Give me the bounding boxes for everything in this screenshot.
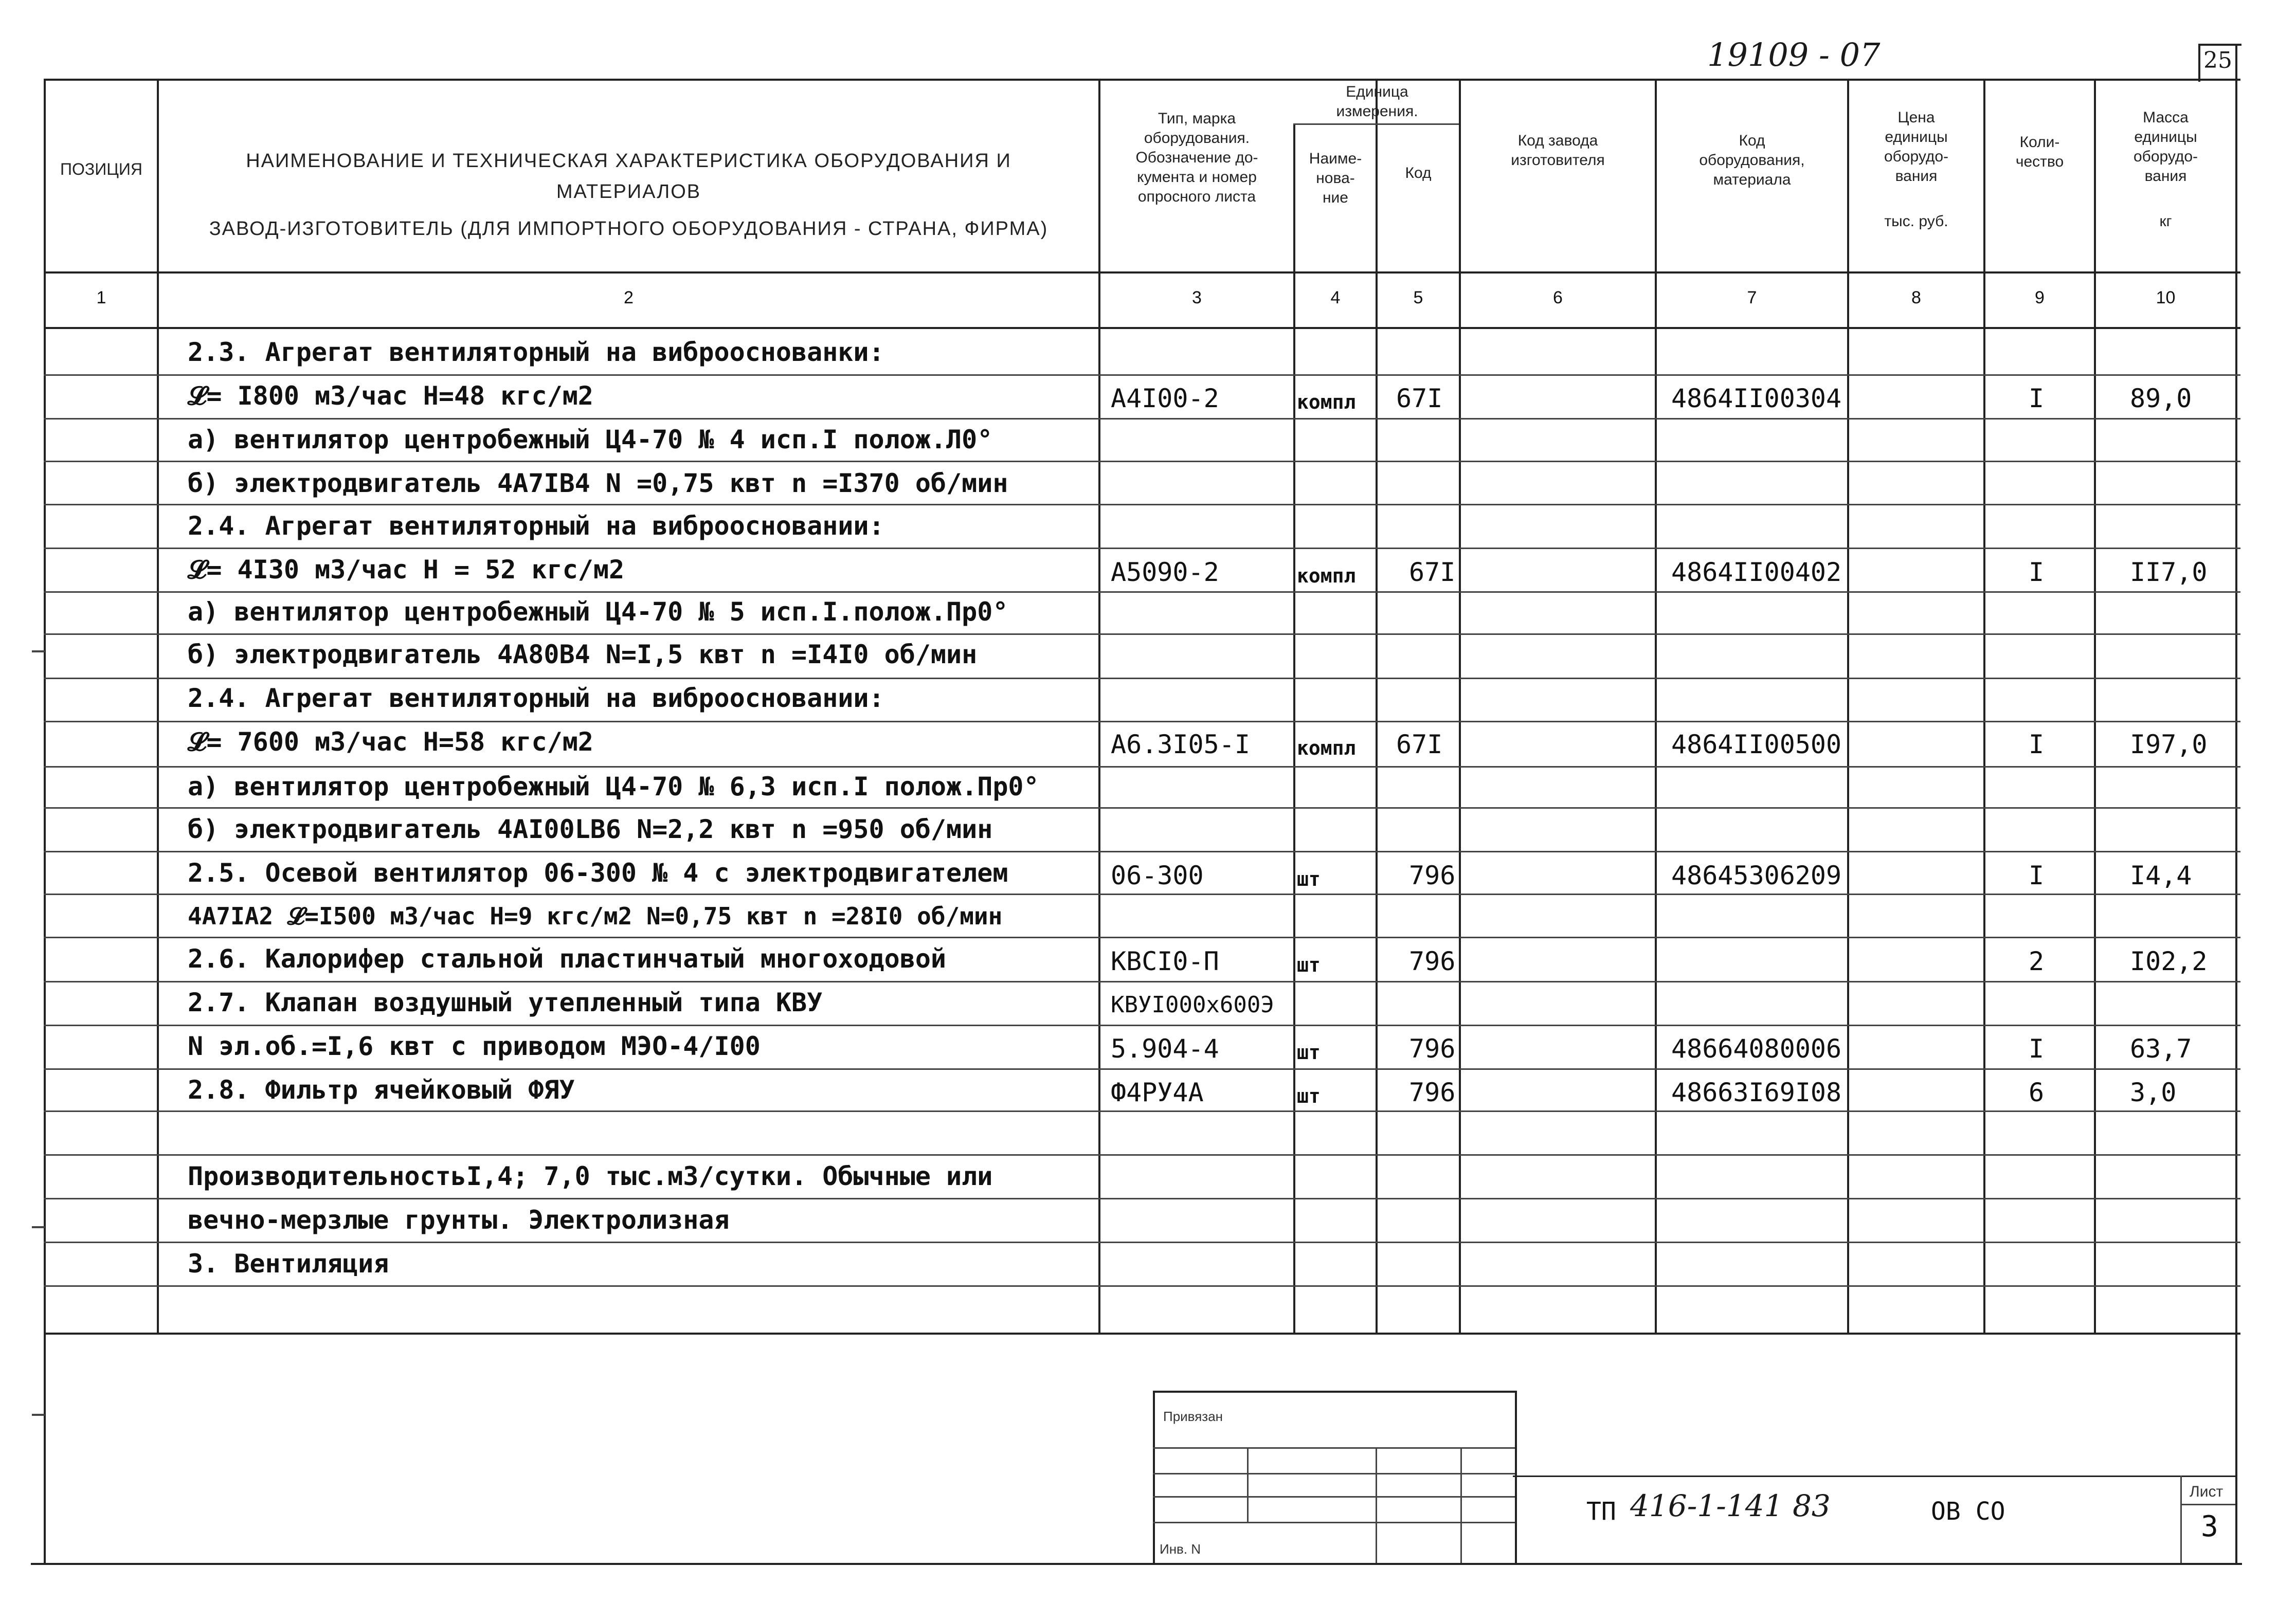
row-code: 796: [1409, 861, 1456, 890]
column-number: 2: [624, 288, 634, 307]
column-number: 9: [2035, 288, 2045, 307]
row-mass: I4,4: [2130, 861, 2192, 890]
row-type: А4I00-2: [1111, 384, 1219, 413]
row-mass: 89,0: [2130, 384, 2192, 413]
header-price-l5: тыс. руб.: [1884, 213, 1948, 230]
header-factory-l1: Код завода: [1517, 132, 1598, 149]
row-name: б) электродвигатель 4А7IВ4 N =0,75 квт n =I370 об/мин: [188, 468, 1008, 498]
header-position: ПОЗИЦИЯ: [60, 160, 142, 178]
row-type: А5090-2: [1111, 557, 1219, 587]
header-unit-name-l3: ние: [1322, 189, 1348, 206]
header-unit-l2: измерения.: [1336, 103, 1418, 120]
row-name: 2.4. Агрегат вентиляторный на виброосновании:: [188, 511, 884, 541]
row-code: 67I: [1396, 384, 1443, 413]
row-type: Ф4РУ4А: [1111, 1078, 1204, 1107]
stamp-list-label: Лист: [2190, 1483, 2223, 1500]
header-type-l1: Тип, марка: [1158, 110, 1236, 127]
header-type-l2: оборудования.: [1144, 130, 1250, 147]
row-unit: шт: [1297, 1041, 1321, 1064]
stamp-privyazan-label: Привязан: [1163, 1409, 1223, 1424]
row-name: 2.3. Агрегат вентиляторный на виброоснованки:: [188, 337, 884, 367]
row-code: 796: [1409, 1034, 1456, 1064]
header-price-l1: Цена: [1897, 109, 1935, 126]
row-equip: 48663I69I08: [1671, 1078, 1842, 1107]
header-mass-l1: Масса: [2143, 109, 2189, 126]
header-price-l4: вания: [1895, 168, 1938, 185]
row-qty: I: [2029, 1034, 2045, 1064]
row-name: 2.8. Фильтр ячейковый ФЯУ: [188, 1075, 575, 1105]
row-mass: II7,0: [2130, 557, 2208, 587]
row-name: 3. Вентиляция: [188, 1249, 389, 1279]
row-unit: компл: [1297, 391, 1356, 413]
row-unit: компл: [1297, 737, 1356, 759]
row-name: вечно-мерзлые грунты. Электролизная: [188, 1205, 730, 1235]
header-name-line2: МАТЕРИАЛОВ: [556, 181, 701, 203]
row-name: 𝓛= 4I30 м3/час Н = 52 кгс/м2: [188, 555, 625, 585]
column-number: 4: [1330, 288, 1341, 307]
row-unit: шт: [1297, 1085, 1321, 1107]
row-name: 4А7IА2 𝓛=I500 м3/час Н=9 кгс/м2 N=0,75 квт n =28I0 об/мин: [188, 902, 1003, 930]
column-number: 7: [1747, 288, 1757, 307]
header-type-l3: Обозначение до-: [1135, 149, 1258, 166]
row-type: 06-300: [1111, 861, 1204, 890]
header-mass-l5: кг: [2159, 213, 2172, 230]
row-name: б) электродвигатель 4АI00LВ6 N=2,2 квт n =950 об/мин: [188, 814, 993, 844]
row-name: ПроизводительностьI,4; 7,0 тыс.м3/сутки. Обычные или: [188, 1161, 993, 1191]
row-type: КВСI0-П: [1111, 946, 1219, 976]
row-name: а) вентилятор центробежный Ц4-70 № 6,3 исп.I полож.Пр0°: [188, 772, 1039, 802]
header-mass-l2: единицы: [2134, 129, 2197, 145]
row-code: 67I: [1409, 557, 1456, 587]
row-equip: 48664080006: [1671, 1034, 1842, 1064]
header-name-line1: НАИМЕНОВАНИЕ И ТЕХНИЧЕСКАЯ ХАРАКТЕРИСТИКА ОБОРУДОВАНИЯ И: [246, 150, 1011, 172]
row-qty: 2: [2029, 946, 2045, 976]
header-qty-l1: Коли-: [2019, 134, 2060, 151]
header-unit-name-l1: Наиме-: [1309, 150, 1362, 167]
row-name: 𝓛= I800 м3/час Н=48 кгс/м2: [188, 381, 593, 411]
header-mass-l4: вания: [2144, 168, 2187, 185]
row-type: А6.3I05-I: [1111, 730, 1250, 759]
column-number: 5: [1413, 288, 1423, 307]
header-qty-l2: чество: [2015, 153, 2064, 170]
header-price-l2: единицы: [1885, 129, 1948, 145]
row-equip: 4864II00500: [1671, 730, 1842, 759]
row-unit: шт: [1297, 868, 1321, 890]
row-qty: I: [2029, 557, 2045, 587]
row-name: 2.5. Осевой вентилятор 06-300 № 4 с электродвигателем: [188, 858, 1008, 888]
row-code: 796: [1409, 946, 1456, 976]
column-number: 3: [1192, 288, 1202, 307]
header-type-l4: кумента и номер: [1137, 169, 1257, 186]
page-number-top: 25: [2203, 47, 2232, 74]
row-qty: I: [2029, 861, 2045, 890]
row-name: а) вентилятор центробежный Ц4-70 № 5 исп.I.полож.Пр0°: [188, 597, 1008, 627]
header-type-l5: опросного листа: [1137, 188, 1256, 205]
row-code: 67I: [1396, 730, 1443, 759]
row-name: 𝓛= 7600 м3/час Н=58 кгс/м2: [188, 727, 593, 757]
row-type: 5.904-4: [1111, 1034, 1219, 1064]
row-equip: 4864II00402: [1671, 557, 1842, 587]
row-equip: 4864II00304: [1671, 384, 1842, 413]
header-unit-l1: Единица: [1346, 83, 1408, 100]
row-name: 2.7. Клапан воздушный утепленный типа КВУ: [188, 988, 823, 1017]
doc-number-top: 19109 - 07: [1707, 36, 1881, 74]
row-mass: 63,7: [2130, 1034, 2192, 1064]
row-code: 796: [1409, 1078, 1456, 1107]
header-name-line3: ЗАВОД-ИЗГОТОВИТЕЛЬ (ДЛЯ ИМПОРТНОГО ОБОРУДОВАНИЯ - СТРАНА, ФИРМА): [209, 218, 1048, 240]
row-name: б) электродвигатель 4А80В4 N=I,5 квт n =I4I0 об/мин: [188, 640, 978, 669]
row-qty: I: [2029, 730, 2045, 759]
row-qty: I: [2029, 384, 2045, 413]
stamp-tp-number: 416-1-141 83: [1630, 1488, 1831, 1523]
column-number: 10: [2156, 288, 2176, 307]
stamp-inv-label: Инв. N: [1160, 1541, 1201, 1557]
header-equip-l2: оборудования,: [1699, 152, 1805, 169]
header-factory-l2: изготовителя: [1511, 152, 1605, 169]
header-price-l3: оборудо-: [1884, 148, 1949, 165]
row-name: 2.4. Агрегат вентиляторный на виброосновании:: [188, 683, 884, 713]
column-number: 8: [1911, 288, 1921, 307]
stamp-section: ОВ СО: [1931, 1497, 2005, 1526]
row-mass: I02,2: [2130, 946, 2208, 976]
stamp-tp-prefix: ТП: [1586, 1497, 1616, 1526]
column-number: 1: [96, 288, 106, 307]
row-name: а) вентилятор центробежный Ц4-70 № 4 исп.I полож.Л0°: [188, 425, 993, 454]
row-equip: 48645306209: [1671, 861, 1842, 890]
row-mass: 3,0: [2130, 1078, 2177, 1107]
row-name: 2.6. Калорифер стальной пластинчатый многоходовой: [188, 944, 947, 974]
column-number: 6: [1553, 288, 1563, 307]
row-mass: I97,0: [2130, 730, 2208, 759]
row-qty: 6: [2029, 1078, 2045, 1107]
header-mass-l3: оборудо-: [2133, 148, 2198, 165]
row-type: КВУI000х600Э: [1111, 992, 1274, 1018]
header-equip-l1: Код: [1739, 132, 1765, 149]
row-unit: компл: [1297, 564, 1356, 587]
stamp-list-number: 3: [2201, 1510, 2218, 1543]
header-unit-code: Код: [1405, 165, 1432, 181]
header-equip-l3: материала: [1713, 171, 1791, 188]
header-unit-name-l2: нова-: [1316, 170, 1355, 187]
row-name: N эл.об.=I,6 квт с приводом МЭО-4/I00: [188, 1031, 761, 1061]
row-unit: шт: [1297, 954, 1321, 976]
